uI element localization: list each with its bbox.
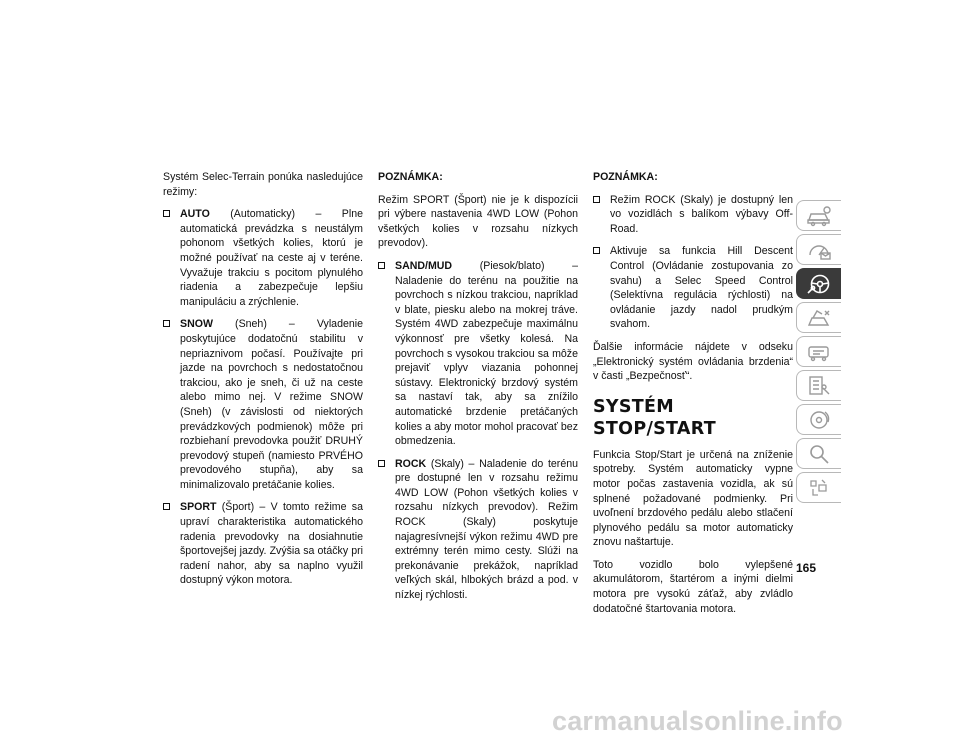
item-text: (Piesok/blato) – Naladenie do terénu na použitie na povrchoch s nízkou trakciou, napríklad v blate, piesku alebo na mokrej tráve. Systém 4WD zabezpečuje maximálnu výkonnosť pre všetky kolesá. Na povrchoch s vysokou trakciou sa môže prejaviť vplyv viazania pohonnej sústavy. Elektronický brzdový systém sa nastaví tak, aby sa znížilo automatické brzdenie pretáčaných kolies a aby motor mohol pracovať bez obmedzenia. <box>395 259 578 448</box>
tab-servicing[interactable] <box>796 370 841 401</box>
car-service-icon <box>805 340 833 364</box>
item-text: (Skaly) – Naladenie do terénu pre dostupné len v rozsahu režimu 4WD LOW (Pohon všetkých kolies v rozsahu nízkych prevodov). Režim ROCK (Skaly) poskytuje najagresívnejší výkon režimu 4WD pre extrémny terén mimo cesty. Slúži na prekonávanie prekážok, napríklad veľkých skál, hlbokých brázd a pod. v nízkej rýchlosti. <box>395 457 578 602</box>
list-item-sport <box>163 500 363 588</box>
tab-starting-operating[interactable] <box>796 268 841 299</box>
steering-wheel-key-icon <box>805 272 833 296</box>
tab-languages[interactable] <box>796 472 841 503</box>
watermark: carmanualsonline.info <box>552 706 843 736</box>
checkbox-bullet-icon <box>163 503 170 510</box>
tab-index[interactable] <box>796 438 841 469</box>
search-icon <box>805 442 833 466</box>
wrench-list-icon <box>805 374 833 398</box>
list-item-note-2 <box>593 244 793 332</box>
checkbox-bullet-icon <box>378 262 385 269</box>
item-text: (Sneh) – Vyladenie poskytujúce dodatočnú stabilitu v nepriaznivom počasí. Používajte pri jazde na povrchoch s nedostatočnou trakciou, ako je sneh, či už na ceste alebo mimo nej. V režime SNOW (Sneh) (v závislosti od niektorých prevádzkových podmienok) môže pri rozbiehaní prevodovka použiť DRUHÝ prevodový stupeň (namiesto PRVÉHO prevodového stupňa), aby sa minimalizovalo pretáčanie kolies. <box>180 318 363 491</box>
chapter-tabs <box>796 200 841 503</box>
tab-dashboard[interactable] <box>796 234 841 265</box>
tab-car-info[interactable] <box>796 200 841 231</box>
page-number: 165 <box>796 561 817 575</box>
note-paragraph: Režim SPORT (Šport) nie je k dispozícii pri výbere nastavenia 4WD LOW (Pohon všetkých kolies v rozsahu nízkych prevodov). <box>378 193 578 250</box>
multimedia-icon <box>805 408 833 432</box>
list-item-note-1 <box>593 193 793 237</box>
dashboard-warning-icon <box>805 238 833 262</box>
safety-icon <box>805 306 833 330</box>
battery-paragraph: Toto vozidlo bolo vylepšené akumulátorom, štartérom a inými dielmi motora pre vysokú záťaž, aby zvládlo dodatočné štartovania motora. <box>593 558 793 615</box>
section-heading: SYSTÉM STOP/START <box>593 396 716 439</box>
list-item-snow <box>163 317 363 492</box>
item-text: (Šport) – V tomto režime sa upraví charakteristika automatického radenia prevodovky na dosiahnutie športovejšej jazdy. Zvýšia sa otáčky pri radení nahor, aby sa naplno využil dostupný výkon motora. <box>180 501 363 587</box>
checkbox-bullet-icon <box>593 247 600 254</box>
checkbox-bullet-icon <box>593 196 600 203</box>
note-title: POZNÁMKA: <box>593 171 658 183</box>
item-term: SPORT <box>180 501 217 514</box>
item-text: Aktivuje sa funkcia Hill Descent Control (Ovládanie zostupovania zo svahu) a Selec Speed Control (Selektívna regulácia rýchlosti) na ovládanie jazdy nadol prudkým svahom. <box>610 245 793 331</box>
column-1 <box>163 170 363 596</box>
language-icon <box>805 476 833 500</box>
checkbox-bullet-icon <box>163 320 170 327</box>
car-info-icon <box>805 204 833 228</box>
intro-paragraph: Systém Selec-Terrain ponúka nasledujúce režimy: <box>163 171 363 198</box>
item-term: ROCK <box>395 457 427 470</box>
checkbox-bullet-icon <box>378 460 385 467</box>
column-2 <box>378 170 578 611</box>
reference-paragraph: Ďalšie informácie nájdete v odseku „Elektronický systém ovládania brzdenia“ v časti „Bezpečnosť“. <box>593 340 793 383</box>
tab-multimedia[interactable] <box>796 404 841 435</box>
item-text: Režim ROCK (Skaly) je dostupný len vo vozidlách s balíkom výbavy Off-Road. <box>610 193 793 235</box>
checkbox-bullet-icon <box>163 210 170 217</box>
list-item-rock <box>378 457 578 603</box>
tab-safety[interactable] <box>796 302 841 333</box>
column-3 <box>593 170 793 624</box>
item-text: (Automaticky) – Plne automatická prevádzka s neustálym pohonom všetkých kolies, ktorú je možné používať na ceste aj v teréne. Vyvažuje trakciu s pocitom plynulého riadenia a zabezpečuje lepšiu manipuláciu a zrýchlenie. <box>180 208 364 308</box>
item-term: SNOW <box>180 318 213 331</box>
list-item-sand-mud <box>378 259 578 449</box>
stop-start-paragraph: Funkcia Stop/Start je určená na zníženie spotreby. Systém automaticky vypne motor počas zastavenia vozidla, ak sú splnené požadované podmienky. Pri uvoľnení brzdového pedálu alebo stlačení plynového pedálu sa motor automaticky znovu naštartuje. <box>593 448 793 549</box>
list-item-auto <box>163 207 363 309</box>
item-term: SAND/MUD <box>395 259 453 272</box>
tab-emergency[interactable] <box>796 336 841 367</box>
item-term: AUTO <box>180 208 210 221</box>
note-title: POZNÁMKA: <box>378 171 443 183</box>
